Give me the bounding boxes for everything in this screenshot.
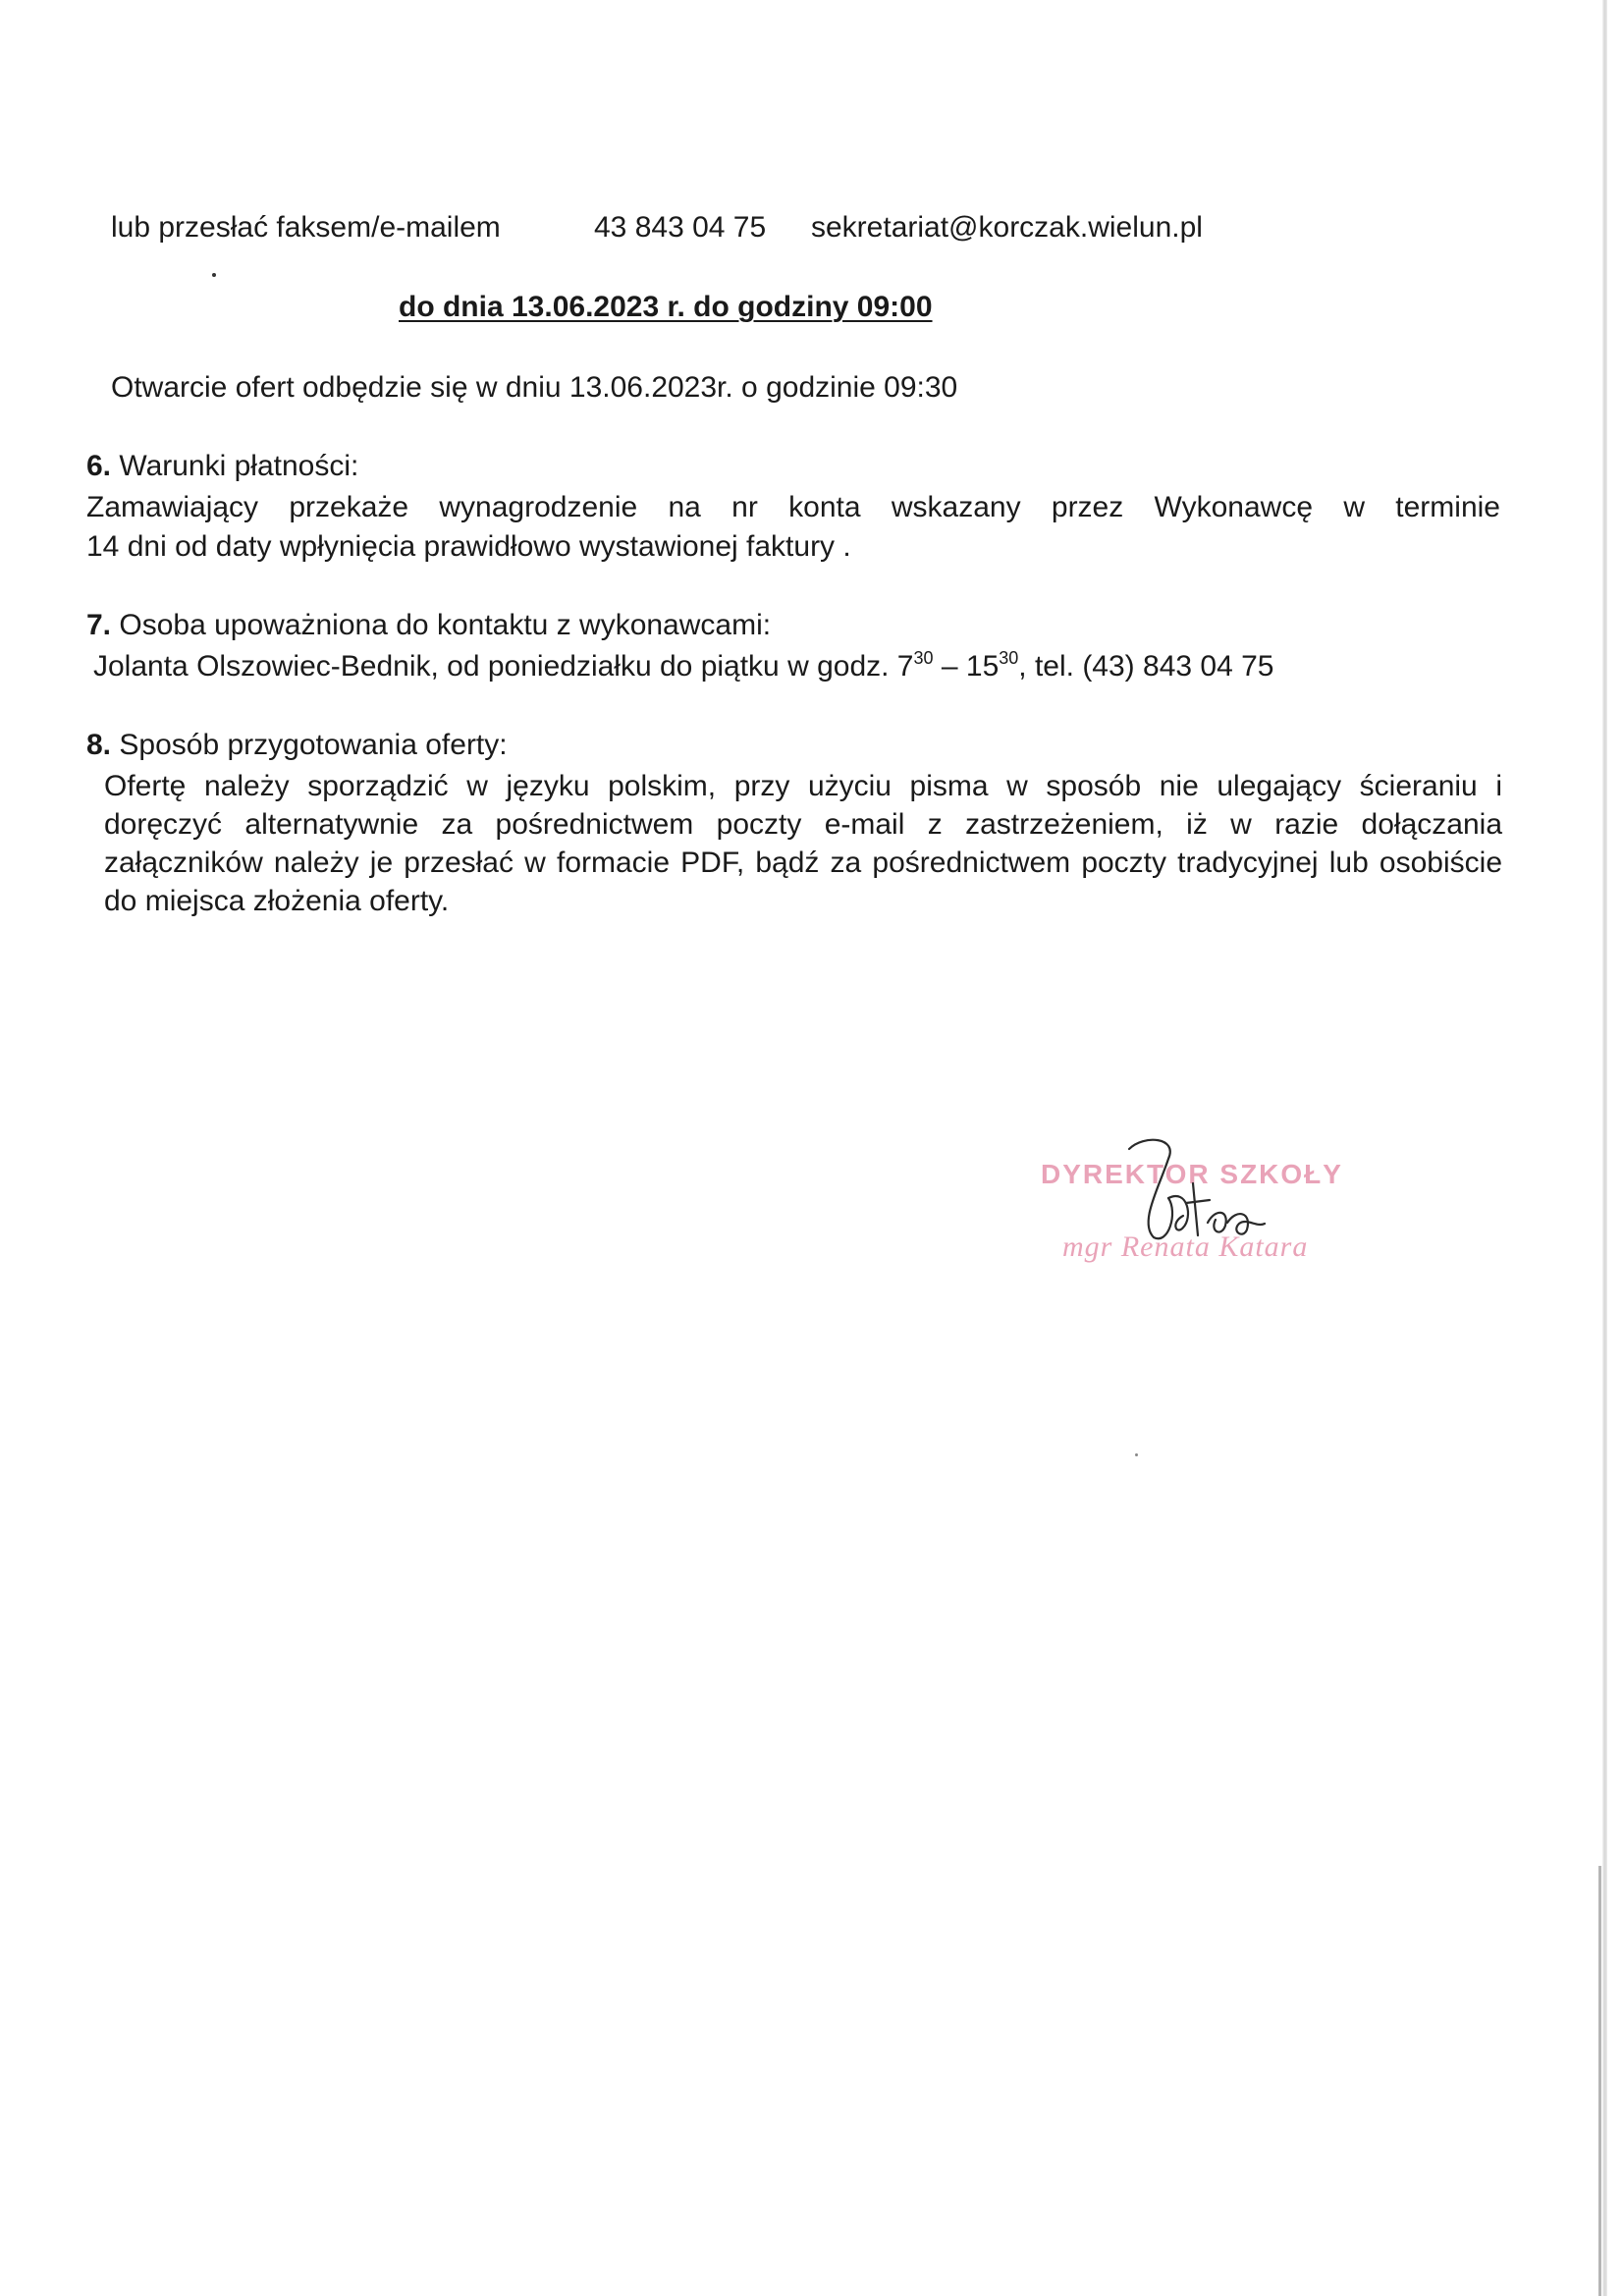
section8-title: Sposób przygotowania oferty: — [119, 729, 508, 761]
section6-line2: 14 dni od daty wpłynięcia prawidłowo wystawionej faktury . — [86, 530, 851, 563]
section7-person: Jolanta Olszowiec-Bednik, od poniedziałku do piątku w godz. 7 — [93, 650, 914, 683]
section8-heading — [86, 729, 508, 762]
section7-heading — [86, 609, 771, 642]
end-minutes: 30 — [999, 648, 1019, 668]
section8-line3: załączników należy je przesłać w formacie PDF, bądź za pośrednictwem poczty tradycyjnej lub osobiście — [104, 847, 1502, 879]
hour-dash: – 15 — [933, 650, 1000, 683]
section6-title: Warunki płatności: — [119, 450, 359, 482]
opening-info: Otwarcie ofert odbędzie się w dniu 13.06.2023r. o godzinie 09:30 — [111, 371, 958, 404]
section8-number: 8. — [86, 729, 112, 761]
section8-line1: Ofertę należy sporządzić w języku polskim, przy użyciu pisma w sposób nie ulegający ścieraniu i — [104, 770, 1502, 802]
submission-deadline: do dnia 13.06.2023 r. do godziny 09:00 — [399, 291, 933, 323]
fax-number: 43 843 04 75 — [594, 211, 767, 244]
section6-heading — [86, 450, 358, 483]
section8-line4: do miejsca złożenia oferty. — [104, 885, 450, 917]
contact-phone: , tel. (43) 843 04 75 — [1018, 650, 1274, 683]
contact-label: lub przesłać faksem/e-mailem — [111, 211, 501, 244]
stamp-title: DYREKTOR SZKOŁY — [1041, 1159, 1343, 1189]
stray-dot-lower — [1135, 1453, 1138, 1456]
section7-number: 7. — [86, 609, 112, 641]
scan-edge — [1602, 0, 1607, 2296]
section8-line2: doręczyć alternatywnie za pośrednictwem poczty e-mail z zastrzeżeniem, iż w razie dołączania — [104, 808, 1502, 841]
contact-email: sekretariat@korczak.wielun.pl — [811, 211, 1203, 244]
section6-number: 6. — [86, 450, 112, 482]
section7-title: Osoba upoważniona do kontaktu z wykonawcami: — [119, 609, 772, 641]
handwritten-signature — [1100, 1129, 1276, 1277]
section7-contact-person — [93, 650, 1273, 683]
section6-line1: Zamawiający przekaże wynagrodzenie na nr konta wskazany przez Wykonawcę w terminie — [86, 491, 1500, 523]
stray-dot — [212, 273, 216, 277]
stamp-name: mgr Renata Katara — [1062, 1230, 1309, 1263]
start-minutes: 30 — [913, 648, 934, 668]
scan-edge-shadow — [1598, 1866, 1601, 2296]
